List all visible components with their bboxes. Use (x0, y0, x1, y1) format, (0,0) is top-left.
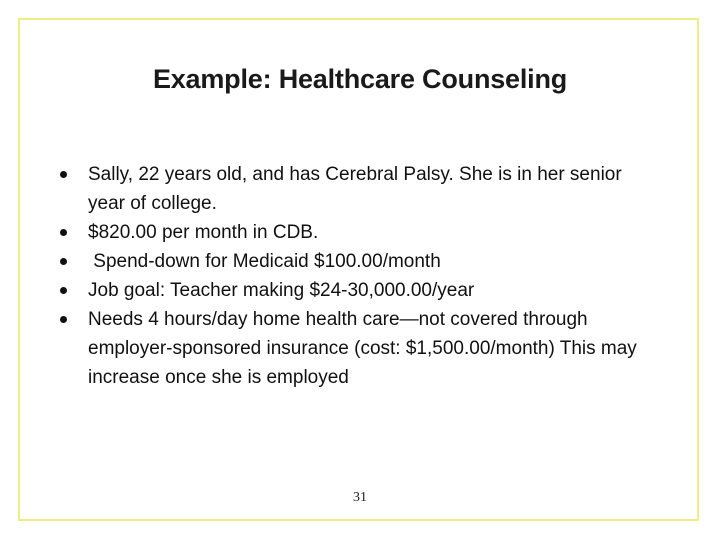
slide-title: Example: Healthcare Counseling (152, 64, 568, 94)
bullet-text: Spend-down for Medicaid $100.00/month (88, 251, 441, 272)
bullet-text: Needs 4 hours/day home health care—not covered through employer-sponsored insurance (cost: $1,500.00/month) This may increase once she is employed (88, 309, 637, 388)
bullet-list (60, 160, 640, 392)
bullet-dot-icon (60, 287, 67, 294)
page-number: 31 (353, 490, 367, 505)
bullet-item (60, 276, 640, 305)
bullet-dot-icon (60, 258, 67, 265)
bullet-item (60, 160, 640, 218)
bullet-text: Sally, 22 years old, and has Cerebral Palsy. She is in her senior year of college. (88, 164, 622, 214)
bullet-dot-icon (60, 316, 67, 323)
bullet-dot-icon (60, 229, 67, 236)
bullet-text: $820.00 per month in CDB. (88, 222, 319, 243)
bullet-item (60, 218, 640, 247)
bullet-text: Job goal: Teacher making $24-30,000.00/year (88, 280, 475, 301)
bullet-dot-icon (60, 171, 67, 178)
bullet-item (60, 247, 640, 276)
bullet-item (60, 305, 640, 392)
